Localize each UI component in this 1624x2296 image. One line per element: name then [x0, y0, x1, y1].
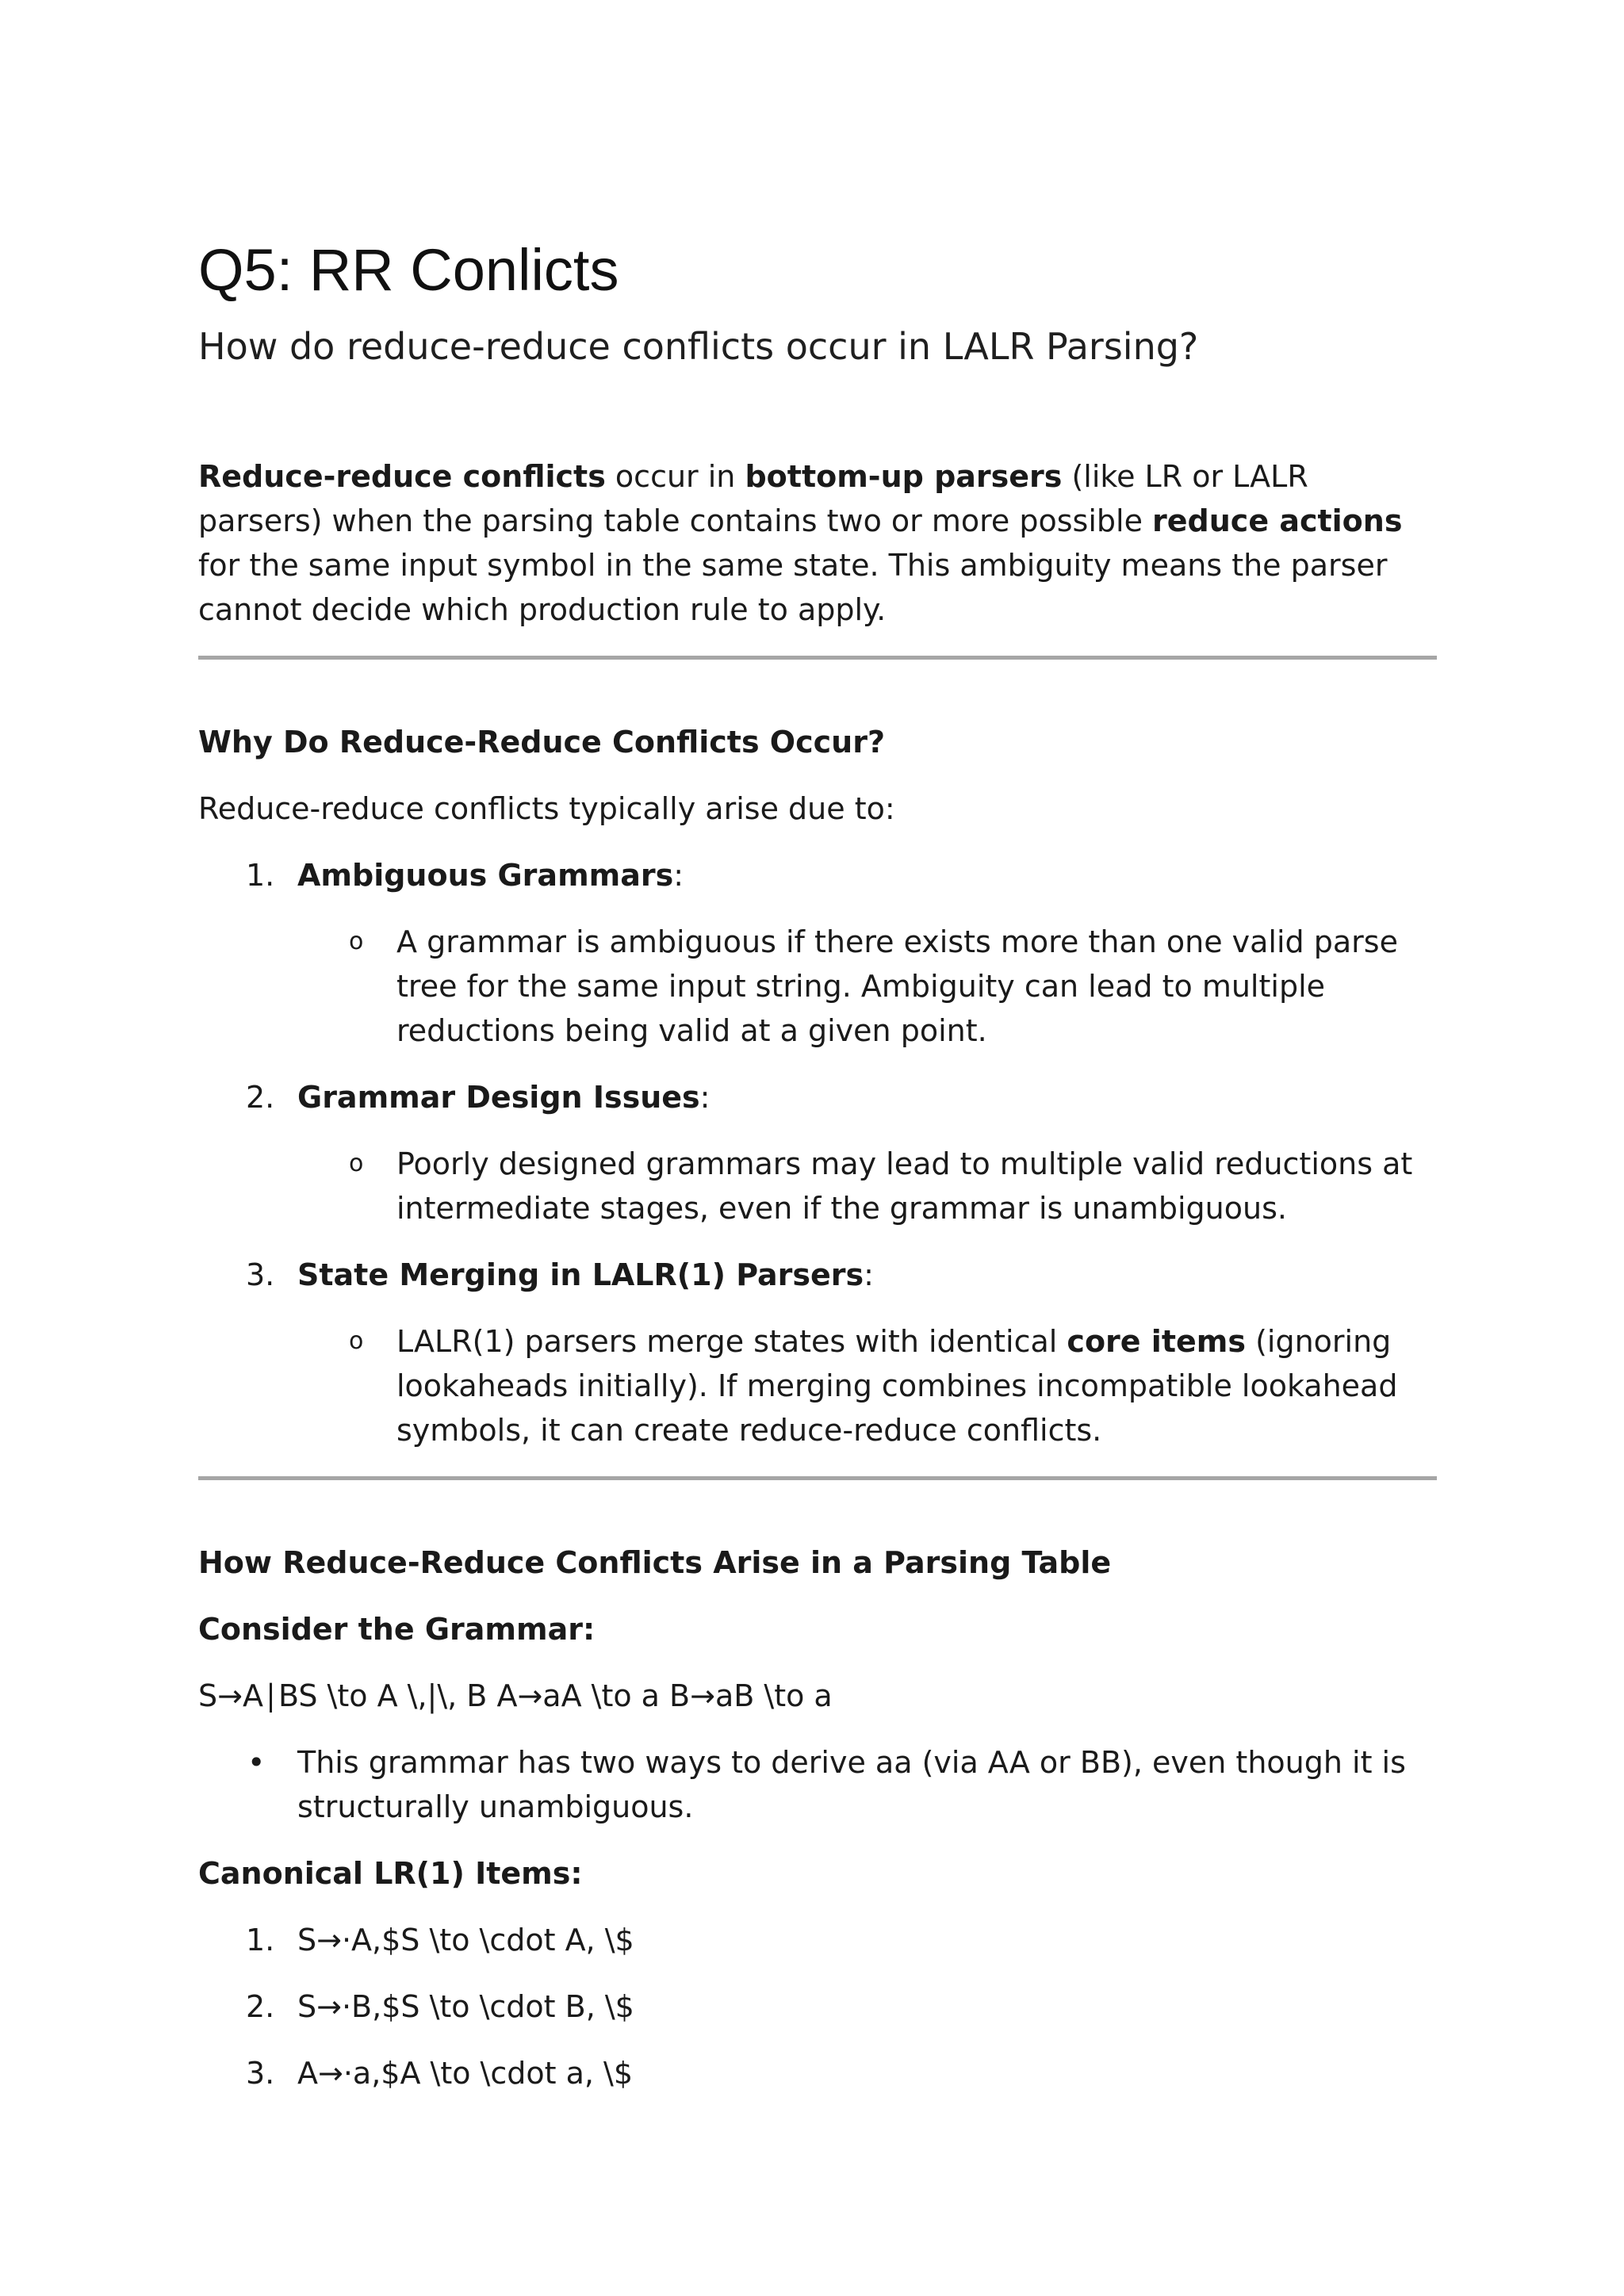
circle-bullet-icon: o [349, 1149, 364, 1177]
page-subtitle: How do reduce-reduce conflicts occur in LALR Parsing? [198, 325, 1199, 369]
intro-text-2: (like LR or LALR parsers) when the parsing table contains two or more possible [198, 458, 1308, 538]
intro-bold-2: bottom-up parsers [745, 458, 1063, 494]
lr-item-text: A→⋅a,$A \to \cdot a, \$ [297, 2055, 634, 2091]
list-number: 2. [246, 1988, 275, 2024]
lr-item-text: S→⋅A,$S \to \cdot A, \$ [297, 1922, 634, 1957]
why-lead: Reduce-reduce conflicts typically arise due to: [198, 790, 895, 826]
list-item [198, 1253, 1437, 1297]
list-item-colon: : [864, 1257, 874, 1292]
list-item-label: State Merging in LALR(1) Parsers [297, 1257, 864, 1292]
bullet-item-text: This grammar has two ways to derive aa (via AA or BB), even though it is structurally unambiguous. [297, 1744, 1406, 1824]
list-item [198, 1075, 1437, 1119]
sub-list-item-text: A grammar is ambiguous if there exists more than one valid parse tree for the same input string. Ambiguity can lead to multiple reductions being valid at a given point. [396, 924, 1398, 1048]
grammar-heading: Consider the Grammar: [198, 1611, 596, 1647]
sub-list-item-text-post: (ignoring lookaheads initially). If merging combines incompatible lookahead symbols, it can create reduce-reduce conflicts. [396, 1323, 1398, 1448]
sub-list-item-text-pre: LALR(1) parsers merge states with identical [396, 1323, 1067, 1359]
items-heading: Canonical LR(1) Items: [198, 1855, 583, 1891]
disc-bullet-icon: • [247, 1744, 266, 1780]
how-heading: How Reduce-Reduce Conflicts Arise in a Parsing Table [198, 1544, 1112, 1580]
circle-bullet-icon: o [349, 927, 364, 955]
page-title: Q5: RR Conlicts [198, 237, 619, 303]
list-item-label: Ambiguous Grammars [297, 857, 674, 893]
list-item-colon: : [673, 857, 684, 893]
bullet-item [198, 1740, 1437, 1829]
list-number: 1. [246, 857, 275, 893]
sub-list-item [198, 1319, 1437, 1452]
sub-list-item [198, 920, 1437, 1053]
list-number: 3. [246, 2055, 275, 2091]
list-item [198, 853, 1437, 897]
intro-bold-1: Reduce-reduce conflicts [198, 458, 606, 494]
intro-text-1: occur in [605, 458, 745, 494]
lr-item [198, 2051, 1437, 2095]
list-number: 3. [246, 1257, 275, 1292]
document-page [198, 238, 1437, 2095]
why-heading: Why Do Reduce-Reduce Conflicts Occur? [198, 724, 885, 760]
section-divider-2 [198, 1476, 1437, 1480]
intro-text-3: for the same input symbol in the same state. This ambiguity means the parser cannot decide which production rule to apply. [198, 547, 1388, 627]
lr-item [198, 1984, 1437, 2029]
section-divider-1 [198, 656, 1437, 660]
lr-item-text: S→⋅B,$S \to \cdot B, \$ [297, 1988, 634, 2024]
sub-list-item-text-bold: core items [1067, 1323, 1246, 1359]
circle-bullet-icon: o [349, 1326, 364, 1355]
intro-bold-3: reduce actions [1152, 503, 1403, 538]
lr-item [198, 1918, 1437, 1962]
list-number: 2. [246, 1079, 275, 1115]
sub-list-item-text: Poorly designed grammars may lead to multiple valid reductions at intermediate stages, even if the grammar is unambiguous. [396, 1146, 1413, 1226]
list-item-label: Grammar Design Issues [297, 1079, 700, 1115]
list-item-colon: : [699, 1079, 710, 1115]
list-number: 1. [246, 1922, 275, 1957]
grammar-line: S→A∣BS \to A \,|\, B A→aA \to a B→aB \to a [198, 1678, 833, 1713]
sub-list-item [198, 1142, 1437, 1230]
intro-paragraph [198, 454, 1437, 632]
